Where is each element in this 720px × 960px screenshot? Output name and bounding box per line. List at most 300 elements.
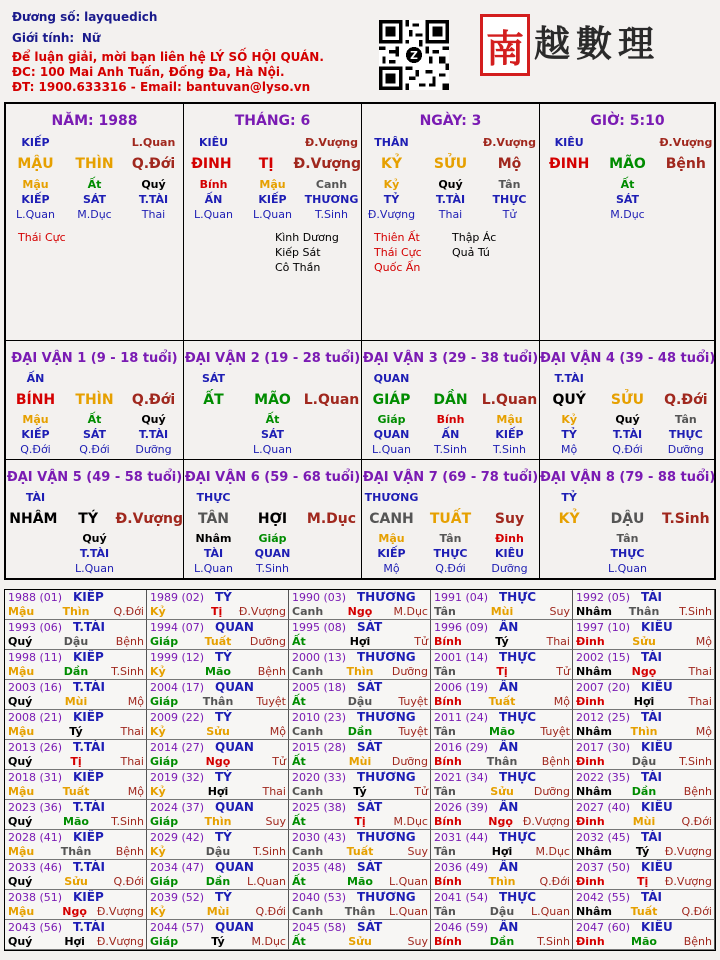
year-ten-god: THỰC	[499, 710, 537, 724]
year-cell[interactable]	[147, 770, 289, 800]
year-detail-row	[150, 845, 286, 858]
year-stem: Nhâm	[576, 725, 612, 738]
year-cell[interactable]	[573, 830, 715, 860]
year-cell[interactable]	[147, 620, 289, 650]
year-stem: Đinh	[576, 875, 605, 888]
year-label: 2029 (42)	[150, 831, 205, 844]
dai-van-cell-4[interactable]	[540, 341, 716, 460]
year-ten-god: T.TÀI	[73, 620, 105, 634]
year-ten-god: KIẾP	[73, 830, 104, 844]
year-stem: Canh	[292, 785, 324, 798]
year-cell[interactable]	[431, 860, 573, 890]
year-label: 2041 (54)	[434, 891, 489, 904]
year-life-stage: T.Sinh	[679, 755, 712, 768]
year-cell[interactable]	[5, 770, 147, 800]
shensha-item: Quốc Ấn	[374, 261, 421, 274]
year-cell[interactable]	[147, 680, 289, 710]
dv-hidden-god-row-col-2: THỰC	[610, 547, 645, 560]
dv-hidden-god-row-col-3	[124, 547, 183, 560]
qr-logo-letter: Z	[410, 49, 418, 62]
year-ten-god: ẤN	[499, 860, 519, 874]
pillar-stem-branch-row-col-3: Mộ	[497, 156, 522, 172]
year-cell[interactable]	[147, 710, 289, 740]
year-cell[interactable]	[431, 710, 573, 740]
dv-stem-branch-row-col-3: Suy	[494, 511, 525, 527]
year-cell[interactable]	[573, 590, 715, 620]
dv-ten-god-row	[6, 491, 183, 504]
dv-life-stage-row-col-1	[540, 562, 598, 575]
year-detail-row	[292, 695, 428, 708]
year-cell[interactable]	[573, 920, 715, 950]
year-stem: Quý	[8, 695, 33, 708]
pillar-ten-god-row-col-1: KIÊU	[198, 136, 229, 149]
year-cell[interactable]	[147, 860, 289, 890]
year-cell[interactable]	[5, 920, 147, 950]
year-detail-row	[434, 935, 570, 948]
dv-hidden-god-row-col-2: ẤN	[441, 428, 460, 441]
pillar-title: THÁNG: 6	[234, 113, 311, 129]
year-stem: Bính	[434, 755, 462, 768]
year-cell[interactable]	[431, 590, 573, 620]
year-detail-row	[576, 605, 712, 618]
year-detail-row	[8, 605, 144, 618]
dv-life-stage-row	[362, 443, 539, 456]
year-life-stage: Bệnh	[541, 755, 570, 768]
dai-van-cell-1[interactable]	[6, 341, 184, 460]
year-ten-god: T.TÀI	[73, 860, 105, 874]
year-cell[interactable]	[289, 680, 431, 710]
year-label: 2035 (48)	[292, 861, 347, 874]
year-stem: Kỷ	[150, 665, 166, 678]
year-branch: Tị	[70, 755, 82, 768]
year-life-stage: L.Quan	[389, 875, 428, 888]
dai-van-cell-7[interactable]	[362, 460, 540, 579]
dv-stem-branch-row-col-1: BÍNH	[15, 392, 56, 408]
dv-life-stage-row-col-1: Mộ	[383, 562, 400, 575]
year-cell[interactable]	[289, 860, 431, 890]
pillar-hidden-god-row-col-1: TỶ	[383, 193, 400, 206]
year-ten-god: SÁT	[357, 920, 383, 934]
dv-hidden-stem-row	[540, 413, 715, 426]
pillar-ten-god-row-col-2	[421, 136, 480, 149]
year-stem: Mậu	[8, 605, 35, 618]
dv-hidden-god-row-col-2: T.TÀI	[612, 428, 643, 441]
year-label: 2034 (47)	[150, 861, 205, 874]
year-cell[interactable]	[431, 740, 573, 770]
pillar-stem-branch-row-col-3: Đ.Vượng	[293, 156, 361, 172]
pillar-cell-3[interactable]	[362, 104, 540, 341]
shensha-item: Kình Dương	[275, 231, 339, 244]
year-detail-row	[576, 845, 712, 858]
dv-hidden-stem-row-col-3: Mậu	[496, 413, 523, 426]
year-detail-row	[434, 755, 570, 768]
year-ten-god: SÁT	[357, 620, 383, 634]
contact-phone-email[interactable]: ĐT: 1900.633316 - Email: bantuvan@lyso.vn	[12, 80, 311, 94]
year-cell[interactable]	[573, 620, 715, 650]
pillar-life-stage-row-col-1: Đ.Vượng	[367, 208, 416, 221]
year-life-stage: Dưỡng	[533, 785, 570, 798]
dai-van-cell-5[interactable]	[6, 460, 184, 579]
year-stem: Nhâm	[576, 845, 612, 858]
year-life-stage: Tuyệt	[398, 695, 428, 708]
year-stem: Canh	[292, 725, 324, 738]
year-detail-row	[434, 785, 570, 798]
year-cell[interactable]	[431, 920, 573, 950]
pillar-stem-branch-row-col-1: MẬU	[17, 156, 54, 172]
year-cell[interactable]	[289, 650, 431, 680]
year-life-stage: Bệnh	[115, 845, 144, 858]
year-branch: Dậu	[63, 635, 89, 648]
year-life-stage: L.Quan	[247, 875, 286, 888]
year-branch: Dậu	[205, 845, 231, 858]
year-cell[interactable]	[147, 800, 289, 830]
year-ten-god: THƯƠNG	[357, 590, 416, 604]
gender-label: Giới tính:	[12, 31, 75, 45]
year-branch: Thân	[202, 695, 234, 708]
dai-van-title: ĐẠI VẬN 7 (69 - 78 tuổi)	[362, 470, 539, 485]
year-cell[interactable]	[573, 650, 715, 680]
year-life-stage: T.Sinh	[111, 815, 144, 828]
pillar-stem-branch-row	[184, 156, 361, 172]
year-label: 2038 (51)	[8, 891, 63, 904]
year-cell[interactable]	[289, 590, 431, 620]
year-cell[interactable]	[5, 710, 147, 740]
year-branch: Tý	[69, 725, 83, 738]
dv-ten-god-row-col-1: THƯƠNG	[364, 491, 419, 504]
year-cell[interactable]	[147, 650, 289, 680]
year-ten-god: KIÊU	[641, 620, 673, 634]
year-stem: Đinh	[576, 695, 605, 708]
year-cell[interactable]	[147, 890, 289, 920]
year-cell[interactable]	[289, 920, 431, 950]
year-detail-row	[150, 785, 286, 798]
year-branch: Dần	[631, 785, 657, 798]
year-ten-god: ẤN	[499, 620, 519, 634]
year-label: 2020 (33)	[292, 771, 347, 784]
dai-van-title: ĐẠI VẬN 2 (19 - 28 tuổi)	[184, 351, 361, 366]
year-stem: Đinh	[576, 935, 605, 948]
year-cell[interactable]	[5, 740, 147, 770]
dai-van-cell-3[interactable]	[362, 341, 540, 460]
year-cell[interactable]	[289, 710, 431, 740]
year-detail-row	[8, 695, 144, 708]
pillar-ten-god-row-col-3: L.Quan	[131, 136, 176, 149]
dv-hidden-god-row	[184, 428, 361, 441]
year-branch: Mão	[63, 815, 89, 828]
year-cell[interactable]	[431, 890, 573, 920]
year-ten-god: QUAN	[215, 800, 254, 814]
year-cell[interactable]	[573, 680, 715, 710]
year-life-stage: Thai	[262, 785, 286, 798]
year-label: 2039 (52)	[150, 891, 205, 904]
dv-life-stage-row-col-1: Mộ	[561, 443, 578, 456]
year-life-stage: Q.Đới	[681, 905, 712, 918]
year-branch: Mùi	[632, 815, 656, 828]
year-life-stage: T.Sinh	[537, 935, 570, 948]
year-branch: Ngọ	[488, 815, 513, 828]
shensha-item: Thái Cực	[374, 246, 422, 259]
year-branch: Mùi	[206, 905, 230, 918]
year-branch: Dậu	[489, 905, 515, 918]
year-life-stage: L.Quan	[531, 905, 570, 918]
year-life-stage: Đ.Vượng	[96, 905, 145, 918]
dai-van-cell-6[interactable]	[184, 460, 362, 579]
pillar-stem-branch-row-col-2: SỬU	[433, 156, 468, 172]
dv-hidden-god-row	[6, 547, 183, 560]
pillar-cell-4[interactable]	[540, 104, 716, 341]
year-life-stage: Mộ	[127, 785, 144, 798]
year-stem: Bính	[434, 635, 462, 648]
year-ten-god: TỶ	[215, 890, 232, 904]
pillar-hidden-stem-row	[362, 178, 539, 191]
year-branch: Mão	[347, 875, 373, 888]
year-stem: Đinh	[576, 755, 605, 768]
pillar-cell-1[interactable]	[6, 104, 184, 341]
pillar-ten-god-row	[184, 136, 361, 149]
dv-hidden-god-row	[540, 428, 715, 441]
dv-hidden-god-row	[540, 547, 715, 560]
shensha-item: Thái Cực	[18, 231, 66, 244]
year-branch: Ngọ	[62, 905, 87, 918]
year-branch: Ngọ	[347, 605, 373, 618]
year-life-stage: M.Dục	[535, 845, 570, 858]
year-cell[interactable]	[5, 800, 147, 830]
dv-hidden-god-row-col-2: THỰC	[433, 547, 468, 560]
year-detail-row	[292, 845, 428, 858]
dv-stem-branch-row-col-1: GIÁP	[372, 392, 411, 408]
year-label: 2013 (26)	[8, 741, 63, 754]
dv-life-stage-row-col-3	[302, 562, 361, 575]
year-label: 2040 (53)	[292, 891, 347, 904]
year-cell[interactable]	[5, 860, 147, 890]
year-cell[interactable]	[5, 830, 147, 860]
year-ten-god: QUAN	[215, 680, 254, 694]
year-detail-row	[576, 665, 712, 678]
pillar-hidden-stem-row-col-1: Mậu	[22, 178, 49, 191]
year-life-stage: Tử	[414, 785, 428, 798]
year-cell[interactable]	[147, 920, 289, 950]
year-cell[interactable]	[431, 680, 573, 710]
year-detail-row	[8, 785, 144, 798]
year-cell[interactable]	[289, 890, 431, 920]
year-ten-god: SÁT	[357, 800, 383, 814]
year-detail-row	[150, 905, 286, 918]
year-ten-god: THƯƠNG	[357, 770, 416, 784]
year-stem: Ất	[292, 875, 306, 888]
year-ten-god: KIÊU	[641, 860, 673, 874]
year-stem: Ất	[292, 755, 306, 768]
dai-van-cell-2[interactable]	[184, 341, 362, 460]
year-label: 2024 (37)	[150, 801, 205, 814]
year-stem: Nhâm	[576, 665, 612, 678]
dv-hidden-stem-row-col-1: Mậu	[378, 532, 405, 545]
year-stem: Mậu	[8, 905, 35, 918]
year-label: 2022 (35)	[576, 771, 631, 784]
pillar-hidden-god-row-col-1: ẤN	[204, 193, 223, 206]
year-ten-god: KIÊU	[641, 800, 673, 814]
year-detail-row	[434, 635, 570, 648]
year-cell[interactable]	[5, 620, 147, 650]
year-cell[interactable]	[573, 740, 715, 770]
dv-hidden-stem-row	[184, 532, 361, 545]
pillar-shensha-list-2	[452, 230, 496, 260]
dv-hidden-god-row-col-1: KIẾP	[21, 428, 50, 441]
dv-life-stage-row-col-2: Q.Đới	[612, 443, 643, 456]
year-life-stage: M.Dục	[251, 935, 286, 948]
pillar-ten-god-row	[362, 136, 539, 149]
year-label: 1992 (05)	[576, 591, 631, 604]
year-cell[interactable]	[431, 830, 573, 860]
pillar-cell-2[interactable]	[184, 104, 362, 341]
year-detail-row	[576, 695, 712, 708]
year-label: 2043 (56)	[8, 921, 63, 934]
year-detail-row	[292, 785, 428, 798]
year-life-stage: Thai	[688, 665, 712, 678]
year-label: 2017 (30)	[576, 741, 631, 754]
year-detail-row	[150, 635, 286, 648]
dv-stem-branch-row-col-2: THÌN	[75, 392, 114, 408]
dv-life-stage-row-col-1: Q.Đới	[20, 443, 51, 456]
contact-address: ĐC: 100 Mai Anh Tuấn, Đống Đa, Hà Nội.	[12, 65, 285, 79]
year-cell[interactable]	[147, 830, 289, 860]
year-cell[interactable]	[573, 860, 715, 890]
year-cell[interactable]	[573, 770, 715, 800]
year-cell[interactable]	[573, 800, 715, 830]
dv-stem-branch-row	[540, 511, 715, 527]
pillar-hidden-stem-row-col-3: Quý	[141, 178, 166, 191]
dv-hidden-stem-row-col-3	[657, 532, 715, 545]
year-stem: Tân	[434, 845, 456, 858]
dv-ten-god-row-col-3	[480, 372, 539, 385]
year-cell[interactable]	[147, 740, 289, 770]
year-branch: Mão	[205, 665, 231, 678]
dv-hidden-god-row-col-3: THỰC	[668, 428, 703, 441]
year-branch: Tý	[495, 635, 509, 648]
year-life-stage: Suy	[265, 815, 286, 828]
year-cell[interactable]	[289, 620, 431, 650]
year-ten-god: KIẾP	[73, 710, 104, 724]
pillar-hidden-god-row-col-3	[657, 193, 715, 206]
pillar-hidden-stem-row	[540, 178, 715, 191]
year-cell[interactable]	[431, 620, 573, 650]
year-stem: Canh	[292, 605, 324, 618]
year-cell[interactable]	[431, 650, 573, 680]
year-branch: Mùi	[348, 755, 372, 768]
dai-van-cell-8[interactable]	[540, 460, 716, 579]
year-cell[interactable]	[5, 890, 147, 920]
dv-hidden-god-row-col-1: TỶ	[561, 428, 577, 441]
dv-hidden-god-row-col-1: KIẾP	[377, 547, 406, 560]
dai-van-title: ĐẠI VẬN 6 (59 - 68 tuổi)	[184, 470, 361, 485]
pillar-stem-branch-row	[540, 156, 715, 172]
red-seal-logo	[480, 14, 530, 76]
dv-hidden-stem-row-col-1: Kỷ	[561, 413, 578, 426]
year-label: 2026 (39)	[434, 801, 489, 814]
year-branch: Tuất	[630, 905, 658, 918]
dv-hidden-god-row-col-2: SÁT	[260, 428, 285, 441]
dv-stem-branch-row-col-2: SỬU	[610, 392, 645, 408]
year-ten-god: TÀI	[641, 710, 663, 724]
year-branch: Thìn	[630, 725, 658, 738]
year-life-stage: Tử	[556, 665, 570, 678]
qr-code[interactable]	[379, 20, 449, 90]
pillar-hidden-god-row	[540, 193, 715, 206]
dv-life-stage-row-col-2: L.Quan	[253, 443, 292, 456]
year-label: 2046 (59)	[434, 921, 489, 934]
year-ten-god: T.TÀI	[73, 740, 105, 754]
year-label: 2042 (55)	[576, 891, 631, 904]
dv-life-stage-row-col-1	[6, 562, 65, 575]
pillar-hidden-stem-row-col-1: Kỷ	[383, 178, 400, 191]
year-cell[interactable]	[289, 830, 431, 860]
year-ten-god: TỶ	[215, 650, 232, 664]
dai-van-title: ĐẠI VẬN 3 (29 - 38 tuổi)	[362, 351, 539, 366]
year-cell[interactable]	[147, 590, 289, 620]
year-cell[interactable]	[289, 800, 431, 830]
year-cell[interactable]	[431, 770, 573, 800]
pillar-ten-god-row	[540, 136, 715, 149]
pillar-hidden-god-row-col-1	[540, 193, 598, 206]
year-cell[interactable]	[431, 800, 573, 830]
dv-life-stage-row-col-3: Dưỡng	[135, 443, 172, 456]
year-branch: Thìn	[62, 605, 90, 618]
year-detail-row	[150, 605, 286, 618]
year-cell[interactable]	[573, 710, 715, 740]
dv-hidden-god-row-col-3	[302, 428, 361, 441]
dv-life-stage-row-col-3	[124, 562, 183, 575]
pillar-life-stage-row	[6, 208, 183, 221]
pillar-hidden-stem-row-col-1: Bính	[199, 178, 228, 191]
year-stem: Giáp	[150, 875, 179, 888]
year-cell[interactable]	[573, 890, 715, 920]
dv-ten-god-row-col-1: THỰC	[196, 491, 231, 504]
year-detail-row	[292, 725, 428, 738]
year-cell[interactable]	[5, 680, 147, 710]
year-stem: Mậu	[8, 785, 35, 798]
dv-hidden-stem-row-col-2: Giáp	[258, 532, 287, 545]
dv-hidden-stem-row	[540, 532, 715, 545]
pillar-stem-branch-row-col-2: THÌN	[75, 156, 114, 172]
year-cell[interactable]	[5, 650, 147, 680]
year-cell[interactable]	[289, 740, 431, 770]
year-cell[interactable]	[289, 770, 431, 800]
dv-ten-god-row-col-3	[480, 491, 539, 504]
dv-ten-god-row-col-3	[302, 491, 361, 504]
year-life-stage: Dưỡng	[391, 755, 428, 768]
dv-hidden-stem-row-col-3: Tân	[674, 413, 697, 426]
year-label: 1996 (09)	[434, 621, 489, 634]
year-detail-row	[150, 815, 286, 828]
owner-line	[12, 9, 157, 25]
dv-stem-branch-row-col-3: L.Quan	[303, 392, 360, 408]
year-detail-row	[8, 905, 144, 918]
dv-ten-god-row-col-1: ẤN	[26, 372, 45, 385]
pillar-hidden-god-row	[6, 193, 183, 206]
dv-ten-god-row	[362, 372, 539, 385]
gender-line	[12, 30, 100, 46]
year-branch: Hợi	[207, 785, 229, 798]
year-ten-god: QUAN	[215, 740, 254, 754]
dv-ten-god-row	[184, 491, 361, 504]
pillar-hidden-god-row	[184, 193, 361, 206]
year-branch: Tý	[635, 845, 650, 858]
year-detail-row	[292, 935, 428, 948]
pillar-hidden-stem-row-col-3: Canh	[315, 178, 348, 191]
year-label: 2004 (17)	[150, 681, 205, 694]
year-cell[interactable]	[5, 590, 147, 620]
dv-ten-god-row-col-2	[598, 491, 656, 504]
pillar-ten-god-row-col-2	[65, 136, 124, 149]
